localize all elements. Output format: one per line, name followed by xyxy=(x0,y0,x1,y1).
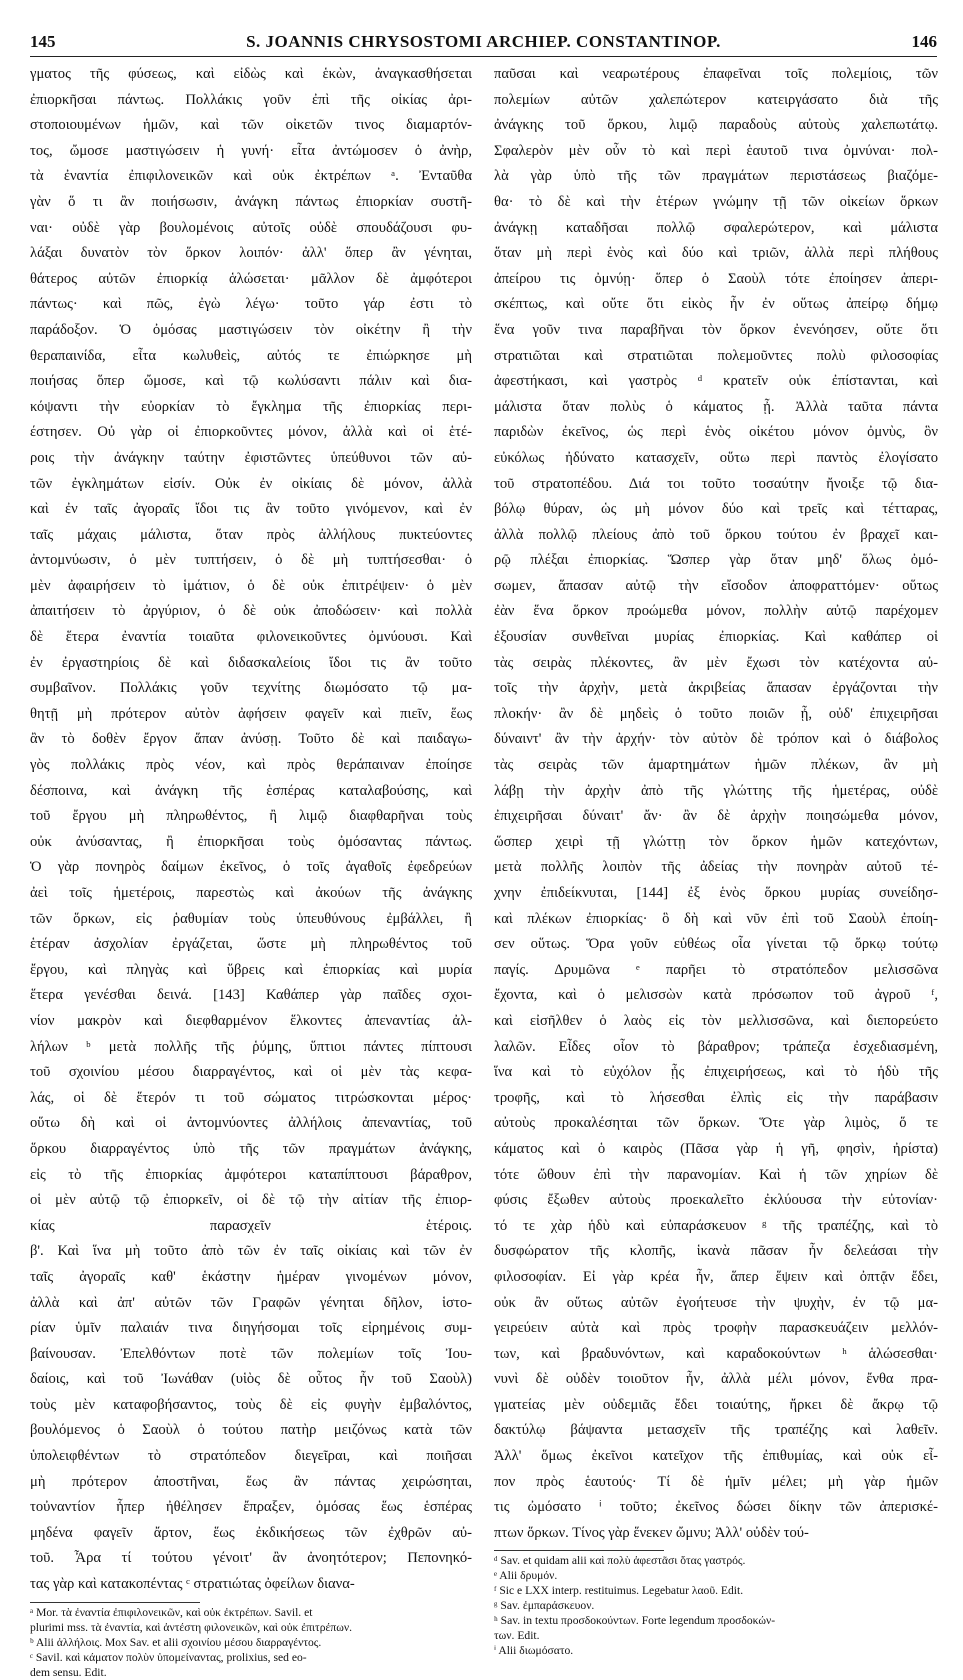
text-line: θα· τὸ δὲ καὶ τὴν ἑτέρων γνώμην τῇ τῶν οἰκείων ὅρκων xyxy=(494,193,938,210)
text-line: θάτερος αὐτῶν ἐπιορκίᾳ ἁλώσεται· μᾶλλον δὲ ἀμφότεροι xyxy=(30,270,472,287)
text-line: τις ὠμόσατο ⁱ τοῦτο; ἐκεῖνος δώσει δίκην τῶν ἀπερισκέ- xyxy=(494,1499,938,1516)
text-line: αὐτοὺς προκαλέσηται τῶν ὅρκων. Ὅτε γὰρ λιμὸς, ὅ τε xyxy=(494,1115,938,1132)
footnote-line: ᵍ Sav. ἐμπαράσκευον. xyxy=(494,1599,595,1613)
text-line: φιλοσοφίαν. Εἰ γὰρ κρέα ἦν, ἅπερ ἕψειν καὶ ὀπτᾷν ἔδει, xyxy=(494,1268,938,1285)
left-column xyxy=(30,62,472,1680)
text-line: τῶν ὅρκων, εἰς ῥαθυμίαν τοὺς ὑπευθύνους ἐμβάλλει, ἢ xyxy=(30,910,472,927)
text-line: καὶ εἰσῆλθεν ὁ λαὸς εἰς τὸν μελλισσῶνα, καὶ διεπορεύετο xyxy=(494,1012,938,1029)
text-line: λάξαι δυνατὸν τὸν ὅρκον λοιπόν· ἀλλ' ὅπερ ἂν γένηται, xyxy=(30,245,472,262)
text-line: γὰν ὅ τι ἂν ποιήσωσιν, ἀνάγκη πάντως ἐπιορκίαν συστῆ- xyxy=(30,193,472,210)
text-line: τοὐναντίον ἧπερ ἠθέλησεν ἔπραξεν, ὀμόσας ἕως ἑσπέρας xyxy=(30,1499,472,1516)
text-line: παῦσαι καὶ νεαρωτέρους ἐπαφεῖναι τοῖς πολεμίοις, τῶν xyxy=(494,66,938,82)
footnote-line: ʰ Sav. in textu προσδοκούντων. Forte legendum προσδοκών- xyxy=(494,1614,776,1628)
text-line: παγίς. Δρυμῶνα ᵉ παρῆει τὸ στρατόπεδον μελισσῶνα xyxy=(494,961,938,978)
text-line: κόψαντι τὴν εὐορκίαν τὸ ἔγκλημα τῆς ἐπιορκίας περι- xyxy=(30,398,472,415)
text-line: ἐξουσίαν συνθεῖναι μυρίας ἐπιορκίας. Καὶ καθάπερ οἱ xyxy=(494,629,938,646)
text-line: ἐπιορκῆσαι πάντως. Πολλάκις γοῦν ἐπὶ τῆς οἰκίας ἀρι- xyxy=(30,91,472,108)
text-line: γειρεύειν αὐτὰ καὶ πρὸς τροφὴν παρασκευάζειν μελλόν- xyxy=(494,1320,938,1337)
footnote-rule xyxy=(30,1602,200,1603)
text-line: σκέπτως, καὶ οὔτε ὅτι εἰκὸς ἦν ἐν οὕτως ἀπείρῳ δήμῳ xyxy=(494,296,938,313)
footnote-line: ⁱ Alii διωμόσατο. xyxy=(494,1644,574,1658)
text-line: τὰ ἐναντία ἐπιφιλονεικῶν καὶ οὐκ ἐκτρέπων ᵃ. Ἐνταῦθα xyxy=(30,168,472,185)
footnote-line: των. Edit. xyxy=(494,1629,540,1643)
text-line: ἀπαιτήσειν τὸ ἀργύριον, ὁ δὲ οὐκ ἀποδώσειν· καὶ πολλὰ xyxy=(30,603,472,620)
text-line: ἀπείρου τις ὀμνύῃ· ὅπερ ὁ Σαοὺλ τότε ἐποίησεν ἀπερι- xyxy=(494,270,938,287)
text-line: κίας παρασχεῖν ἑτέροις. xyxy=(30,1217,472,1234)
text-line: παριδὼν ἐκεῖνος, ὡς περὶ ἑνὸς οἰκέτου μόνον ὀμνὺς, ὃν xyxy=(494,424,938,441)
text-line: ἀεὶ τοῖς ἡμετέροις, παρεστὼς καὶ ἀκούων τῆς ἀνάγκης xyxy=(30,885,472,901)
text-line: νυνὶ δὲ οὐδὲν τοιοῦτον ἦν, ἀλλὰ μέλι μόνον, ἔνθα πρα- xyxy=(494,1371,938,1388)
text-line: κάματος καὶ ὁ καιρὸς (Πᾶσα γὰρ ἡ γῆ, φησὶν, ἠρίστα) xyxy=(494,1140,938,1157)
text-line: των, καὶ βραδυνόντων, καὶ καραδοκούντων ʰ ἁλώσεσθαι· xyxy=(494,1345,938,1362)
text-line: οὐκ ἀνύσαντας, ἢ ἐπιορκῆσαι τοὺς ὀμόσαντας πάντως. xyxy=(30,833,472,850)
text-line: γματος τῆς φύσεως, καὶ εἰδὼς καὶ ἑκὼν, ἀναγκασθήσεται xyxy=(30,66,472,82)
text-line: ἔχοντα, καὶ ὁ μελισσὼν κατὰ πρόσωπον τοῦ ἀγροῦ ᶠ, xyxy=(494,987,938,1004)
text-line: μετὰ πολλῆς λοιπὸν τῆς ἀδείας τὴν πονηρὰν αὐτοῦ τέ- xyxy=(494,859,938,876)
footnote-line: plurimi mss. τὰ ἐναντία, καὶ ἀντέστη φιλονεικῶν, καὶ οὐκ ἐπιτρέπων. xyxy=(30,1620,352,1634)
footnote-line: ᵇ Alii ἀλλήλοις. Mox Sav. et alii σχοινίου μέσου διαρραγέντος. xyxy=(30,1635,322,1649)
footnote-line: ᵈ Sav. et quidam alii καὶ πολὺ ἀφεστᾶσι ὅτας γαστρός. xyxy=(494,1554,746,1568)
text-line: δυσφώρατον τῆς κλοπῆς, ἱκανὰ πᾶσαν ἦν δελεάσαι τὴν xyxy=(494,1243,938,1260)
text-line: οὐκ ἂν οὕτως αὐτῶν ἐγοήτευσε τὴν ψυχὴν, ἐν τῷ μα- xyxy=(494,1294,938,1311)
text-line: τὰς σειρὰς πλέκοντες, ἂν μὲν ἔχωσι τὸν κατέχοντα αὐ- xyxy=(494,654,938,671)
text-line: συμβαῖνον. Πολλάκις γοῦν τεχνίτης διωμόσατο τῷ μα- xyxy=(30,680,472,697)
text-line: τοῦ στρατοπέδου. Διά τοι τοῦτο τοσαύτην ἤνοιξε τῷ δια- xyxy=(494,475,938,492)
page-number-left: 145 xyxy=(30,32,56,51)
text-line: ἐν ἐργαστηρίοις δὲ καὶ διδασκαλείοις ἴδοι τις ἂν τοῦτο xyxy=(30,654,472,671)
text-line: σεν οὕτως. Ὅρα γοῦν εὐθέως οἷα γίνεται τῷ ὅρκῳ τούτῳ xyxy=(494,936,938,953)
text-line: θητῇ μὴ πρότερον αὐτὸν ἀφήσειν φαγεῖν καὶ πιεῖν, ἕως xyxy=(30,705,472,722)
text-line: ταῖς ἀγοραῖς καθ' ἑκάστην ἡμέραν γινομένων μόνον, xyxy=(30,1268,472,1285)
text-line: φύσις ἔξωθεν αὐτοὺς προεκαλεῖτο ἐκλύουσα τὴν εὐτονίαν· xyxy=(494,1192,938,1209)
text-line: ἕνα γοῦν τινα παραβῆναι τὸν ὅρκον ἐνενόησεν, οὔτε ὅτι xyxy=(494,321,938,338)
text-line: ἑτέραν ἀσχολίαν ἐργάζεται, ὥστε μὴ πληρωθέντος τοῦ xyxy=(30,936,472,953)
text-line: ρῷ πλέξαι ἐπιορκίας. Ὥσπερ γὰρ ὅταν μηδ' ὅλως ὀμό- xyxy=(494,552,938,569)
text-line: λάς, οἱ δὲ ἕτερόν τι τοῦ σώματος τιτρώσκονται μέρος· xyxy=(30,1089,472,1106)
text-line: Ἀλλ' ὅμως ἐκεῖνοι κατεῖχον τῆς ἐπιθυμίας, καὶ οὐκ εἶ- xyxy=(494,1448,938,1465)
text-line: γματείας μὲν οὐδεμιᾶς ἔδει τοιαύτης, ἤρκει δὲ ἄκρῳ τῷ xyxy=(494,1396,938,1413)
text-line: χνην ἐπιδείκνυται, [144] ἐξ ἑνὸς ὅρκου μυρίας συνείδησ- xyxy=(494,885,938,901)
text-line: τότε ὤθουν ἐπὶ τὴν παρανομίαν. Καὶ ἡ τῶν χηρίων δὲ xyxy=(494,1166,938,1183)
text-line: ποιήσας ὅπερ ὤμοσε, καὶ τῷ κωλύσαντι πάλιν καὶ δια- xyxy=(30,373,472,390)
text-line: έστησεν. Οὐ γὰρ οἱ ἐπιορκοῦντες μόνον, ἀλλὰ καὶ οἱ ἑτέ- xyxy=(30,424,472,441)
text-line: σωμεν, ἅπασαν αὐτῷ τὴν εἴσοδον ἀποφραττόμεν· οὕτως xyxy=(494,577,938,594)
text-line: τοῦ ἔργου μὴ πληρωθέντος, ἢ λιμῷ διαφθαρῆναι τοὺς xyxy=(30,808,472,825)
text-line: πλοκήν· ἂν δὲ μηδεὶς ὁ τοῦτο ποιῶν ᾖ, οὐδ' ἐπιχειρῆσαι xyxy=(494,705,938,722)
text-line: ἂν τὸ δοθὲν ἔργον ἅπαν ἀνύσῃ. Τοῦτο δὲ καὶ παιδαγω- xyxy=(30,731,472,748)
text-line: ἀντομνύωσιν, ὁ μὲν τυπτήσειν, ὁ δὲ μὴ τυπτήσεσθαι· ὁ xyxy=(30,552,472,569)
text-line: στρατιῶται καὶ στρατιῶται πολεμοῦντες πολὺ φιλοσοφίας xyxy=(494,347,938,364)
text-line: βόλῳ θύραν, ὡς μὴ μόνον δύο καὶ τρεῖς καὶ τέτταρας, xyxy=(494,501,938,518)
text-line: τας γὰρ καὶ κατακοπέντας ᶜ στρατιώτας ὀφείλων διανα- xyxy=(30,1576,355,1593)
text-line: τροφῆς, καὶ τὸ λήσεσθαι ἐλπὶς εἰς τὴν παράβασιν xyxy=(494,1089,938,1106)
text-line: γὸς πολλάκις πρὸς νέον, καὶ πρὸς θεράπαιναν ἐποίησε xyxy=(30,757,472,774)
text-line: ροις τὴν ἀνάγκην ταύτην ἐφιστῶντες ὑπεύθυνοι τῶν αὐ- xyxy=(30,449,472,466)
text-line: ναι· οὐδὲ γὰρ βουλομένοις αὐτοῖς οὐδὲ σπουδάζουσι φυ- xyxy=(30,219,472,236)
text-line: ἵνα καὶ τὸ εὐχόλον ᾖς ἐπιχειρήσεως, καὶ τὸ ἡδὺ τῆς xyxy=(494,1064,938,1081)
text-line: θεραπαινίδα, εἶτα κωλυθεὶς, αὐτός τε ἐπιώρκησε μὴ xyxy=(30,347,472,364)
footnote-line: ᵉ Alii δρυμόν. xyxy=(494,1569,558,1583)
text-line: πολεμίων αὐτῶν χαλεπώτερον κατειργάσατο διὰ τῆς xyxy=(494,91,938,108)
text-line: δέσποινα, καὶ ἀνάγκη τῆς ἑσπέρας καταλαβούσης, καὶ xyxy=(30,782,472,799)
running-header xyxy=(30,32,937,57)
text-line: δύναιντ' ἂν τὴν ἀρχήν· τὸν αὐτὸν δὲ τρόπον καὶ ὁ διάβολος xyxy=(494,731,938,748)
text-line: πάντως· καὶ πῶς, ἐγὼ λέγω· τοῦτο γάρ ἐστι τὸ xyxy=(30,296,472,313)
footnote-line: ᶠ Sic e LXX interp. restituimus. Legebatur λαοῦ. Edit. xyxy=(494,1584,744,1598)
text-line: Ὁ γὰρ πονηρὸς δαίμων ἐκεῖνος, ὁ τοῖς ἀγαθοῖς ἐφεδρεύων xyxy=(30,859,472,876)
text-line: ὅταν μὴ περὶ ἑνὸς καὶ δύο καὶ τριῶν, ἀλλὰ περὶ πλήθους xyxy=(494,245,938,262)
text-line: παράδοξον. Ὁ ὀμόσας μαστιγώσειν τὸν οἰκέτην ἢ τὴν xyxy=(30,321,472,338)
text-line: λαλῶν. Εἶδες οἷον τὸ βάραθρον; τράπεζα ἐσχεδιασμένη, xyxy=(494,1038,938,1055)
text-line: ὥσπερ χειρὶ τῇ γλώττῃ τὸν ὅρκον ἡμῶν κατεχόντων, xyxy=(494,833,938,850)
text-line: στοποιουμένων ἡμῶν, καὶ τῶν οἰκετῶν τινος διαμαρτόν- xyxy=(30,117,472,134)
text-line: ἀφεστήκασι, καὶ γαστρὸς ᵈ κρατεῖν οὐκ ἐπίστανται, καὶ xyxy=(494,373,938,390)
text-line: τος, ὤμοσε μαστιγώσειν ἡ γυνή· εἶτα ἀντώμοσεν ὁ ἀνὴρ, xyxy=(30,142,472,159)
text-line: δακτύλῳ βάψαντα μετασχεῖν τῆς τραπέζης καὶ λαθεῖν. xyxy=(494,1422,938,1439)
text-line: νίον μακρὸν καὶ διεφθαρμένον ἕλκοντες ἀπεναντίας ἀλ- xyxy=(30,1012,472,1029)
text-line: ἔργου, καὶ πληγὰς καὶ ὕβρεις καὶ ἐπιορκίας καὶ μυρία xyxy=(30,961,472,978)
footnote-rule xyxy=(494,1550,664,1551)
text-line: ἐπιχειρῆσαι δύναιτ' ἄν· ἂν δὲ ἀρχὴν ποιησώμεθα μόνον, xyxy=(494,808,938,825)
text-line: ἀνάγκης τοῦ ὅρκου, λιμῷ παραδοὺς αὐτοὺς χαλεπωτάτῳ. xyxy=(494,117,938,134)
text-line: τοῦ σχοινίου μέσου διαρραγέντος, καὶ οἱ μὲν τὰς κεφα- xyxy=(30,1064,472,1081)
text-line: τῶν ἐγκλημάτων εἰσίν. Οὐκ ἐν οἰκίαις δὲ μόνον, ἀλλὰ xyxy=(30,475,472,492)
text-line: μὴ πρότερον ἀποστῆναι, ἕως ἂν πάντας χειρώσηται, xyxy=(30,1473,472,1490)
text-line: Σφαλερὸν μὲν οὖν τὸ καὶ περὶ ἑαυτοῦ τινα ὀμνύναι· πολ- xyxy=(494,142,938,159)
text-line: δαίοις, καὶ τοῦ Ἰωνάθαν (υἱὸς δὲ οὗτος ἦν τοῦ Σαοὺλ) xyxy=(30,1371,472,1388)
text-line: τοὺς μὲν καταφοβήσαντος, τοὺς δὲ εἰς φυγὴν ἐμβαλόντος, xyxy=(30,1396,472,1413)
text-line: ἐὰν ἕνα ὅρκον προώμεθα μόνον, πολλὴν αὐτῷ παρέχομεν xyxy=(494,603,938,620)
text-line: βαίνουσαν. Ἐπελθόντων ποτὲ τῶν πολεμίων τοῖς Ἰου- xyxy=(30,1345,472,1362)
text-line: οἱ μὲν αὐτῷ τῷ ἐπιορκεῖν, οἱ δὲ τῷ τὴν αἰτίαν τῆς ἐπιορ- xyxy=(30,1192,472,1209)
text-line: δὲ ἕτερα ἐναντία τοιαῦτα φιλονεικοῦντες ὀμνύουσι. Καὶ xyxy=(30,629,472,646)
text-line: λήλων ᵇ μετὰ πολλῆς τῆς ῥύμης, ὕπτιοι πάντες πίπτουσι xyxy=(30,1038,472,1055)
footnote-line: ᶜ Savil. καὶ κάματον πολὺν ὑπομείναντας, prolixius, sed eo- xyxy=(30,1650,307,1664)
text-line: τοῖς τὴν ἀρχὴν, μετὰ ἀκριβείας ἅπασαν ἐργάζονται τὴν xyxy=(494,680,938,697)
text-line: εὐκόλως ἠδύνατο κατασχεῖν, οὕτω περὶ παντὸς ἐλογίσατο xyxy=(494,449,938,466)
text-line: β'. Καὶ ἵνα μὴ τοῦτο ἀπὸ τῶν ἐν ταῖς οἰκίαις καὶ τῶν ἐν xyxy=(30,1243,472,1260)
text-line: καὶ ἐν ταῖς ἀγοραῖς ἴδοι τις ἂν τοῦτο γινόμενον, καὶ ἐν xyxy=(30,501,472,518)
footnote-line: dem sensu. Edit. xyxy=(30,1665,107,1679)
text-line: καὶ πλέκων ἐπιορκίας· ὃ δὴ καὶ νῦν ἐπὶ τοῦ Σαοὺλ ἐποίη- xyxy=(494,910,938,927)
footnotes xyxy=(30,1605,472,1680)
footnote-line: ᵃ Mor. τὰ ἐναντία ἐπιφιλονεικῶν, καὶ οὐκ ἐκτρέπων. Savil. et xyxy=(30,1605,313,1619)
text-line: μηδένα φαγεῖν ἄρτον, ἕως ἐκδικήσεως τῶν ἐχθρῶν αὐ- xyxy=(30,1524,472,1541)
text-line: οὕτω δὴ καὶ οἱ ἀντομνύοντες ἀλλήλοις ἀπεναντίας, τοῦ xyxy=(30,1115,472,1132)
text-line: ρίαν ὑμῖν παλαιάν τινα διηγήσομαι τοῖς εἰρημένοις συμ- xyxy=(30,1320,472,1337)
text-line: τὰς σειρὰς τῶν ἁμαρτημάτων ἡμῶν πλέκων, ἂν μὴ xyxy=(494,757,938,774)
text-line: πον πρὸς ἑαυτούς· Τί δὲ ἡμῖν μέλει; μὴ γὰρ ἡμῶν xyxy=(494,1473,938,1490)
text-line: ἀλλὰ πολλῷ πλείους ἀπὸ τοῦ ὅρκου τούτου ἐν βραχεῖ και- xyxy=(494,526,938,543)
text-line: πτων ὅρκων. Τίνος γὰρ ἕνεκεν ὤμνυ; Ἀλλ' οὐδὲν τού- xyxy=(494,1524,809,1541)
running-title: S. JOANNIS CHRYSOSTOMI ARCHIEP. CONSTANTINOP. xyxy=(246,32,721,51)
right-column xyxy=(494,62,938,1658)
text-line: τοῦ. Ἆρα τί τούτου γένοιτ' ἂν ἀνοητότερον; Πεπονηκό- xyxy=(30,1550,472,1567)
text-line: τό τε χὰρ ἡδὺ καὶ εὐπαράσκευον ᵍ τῆς τραπέζης, καὶ τὸ xyxy=(494,1217,938,1234)
text-line: λὰ γὰρ ὑπὸ τῆς τῶν πραγμάτων περιστάσεως βιαζόμε- xyxy=(494,168,938,185)
text-line: βουλόμενος ὁ Σαοὺλ ὁ τούτου πατὴρ μειζόνως κατὰ τῶν xyxy=(30,1422,472,1439)
page-number-right: 146 xyxy=(911,32,937,51)
text-line: ἕτερα γενέσθαι δεινά. [143] Καθάπερ γὰρ παῖδες σχοι- xyxy=(30,987,472,1004)
text-line: ἀλλὰ καὶ ἀπ' αὐτῶν τῶν Γραφῶν γένηται δῆλον, ἱστο- xyxy=(30,1294,472,1311)
footnotes xyxy=(494,1553,938,1658)
text-line: ταῖς μάχαις μάλιστα, ὅταν πρὸς ἀλλήλους πυκτεύοντες xyxy=(30,526,472,543)
text-line: ὑπολειφθέντων τὸ στρατόπεδον διεγεῖραι, καὶ ποιῆσαι xyxy=(30,1448,472,1465)
text-line: μάλιστα ὅταν πολὺς ὁ κάματος ᾖ. Ἀλλὰ ταῦτα πάντα xyxy=(494,398,938,415)
text-line: μὲν ἀφαιρήσειν τὸ ἱμάτιον, ὁ δὲ οὐκ ἐπιτρέψειν· ὁ μὲν xyxy=(30,577,472,594)
text-line: ὅρκου διαρραγέντος ὑπὸ τῆς τῶν πραγμάτων ἀνάγκης, xyxy=(30,1140,472,1157)
text-line: εἰς τὸ τῆς ἐπιορκίας ἀμφότεροι καταπίπτουσι βάραθρον, xyxy=(30,1166,472,1183)
text-line: ἀνάγκῃ καταδῆσαι πολλῷ σφαλερώτερον, καὶ μάλιστα xyxy=(494,219,938,236)
text-line: λάβῃ τὴν ἀρχὴν ἀπὸ τῆς γλώττης τῆς ἡμετέρας, οὐδὲ xyxy=(494,782,938,799)
